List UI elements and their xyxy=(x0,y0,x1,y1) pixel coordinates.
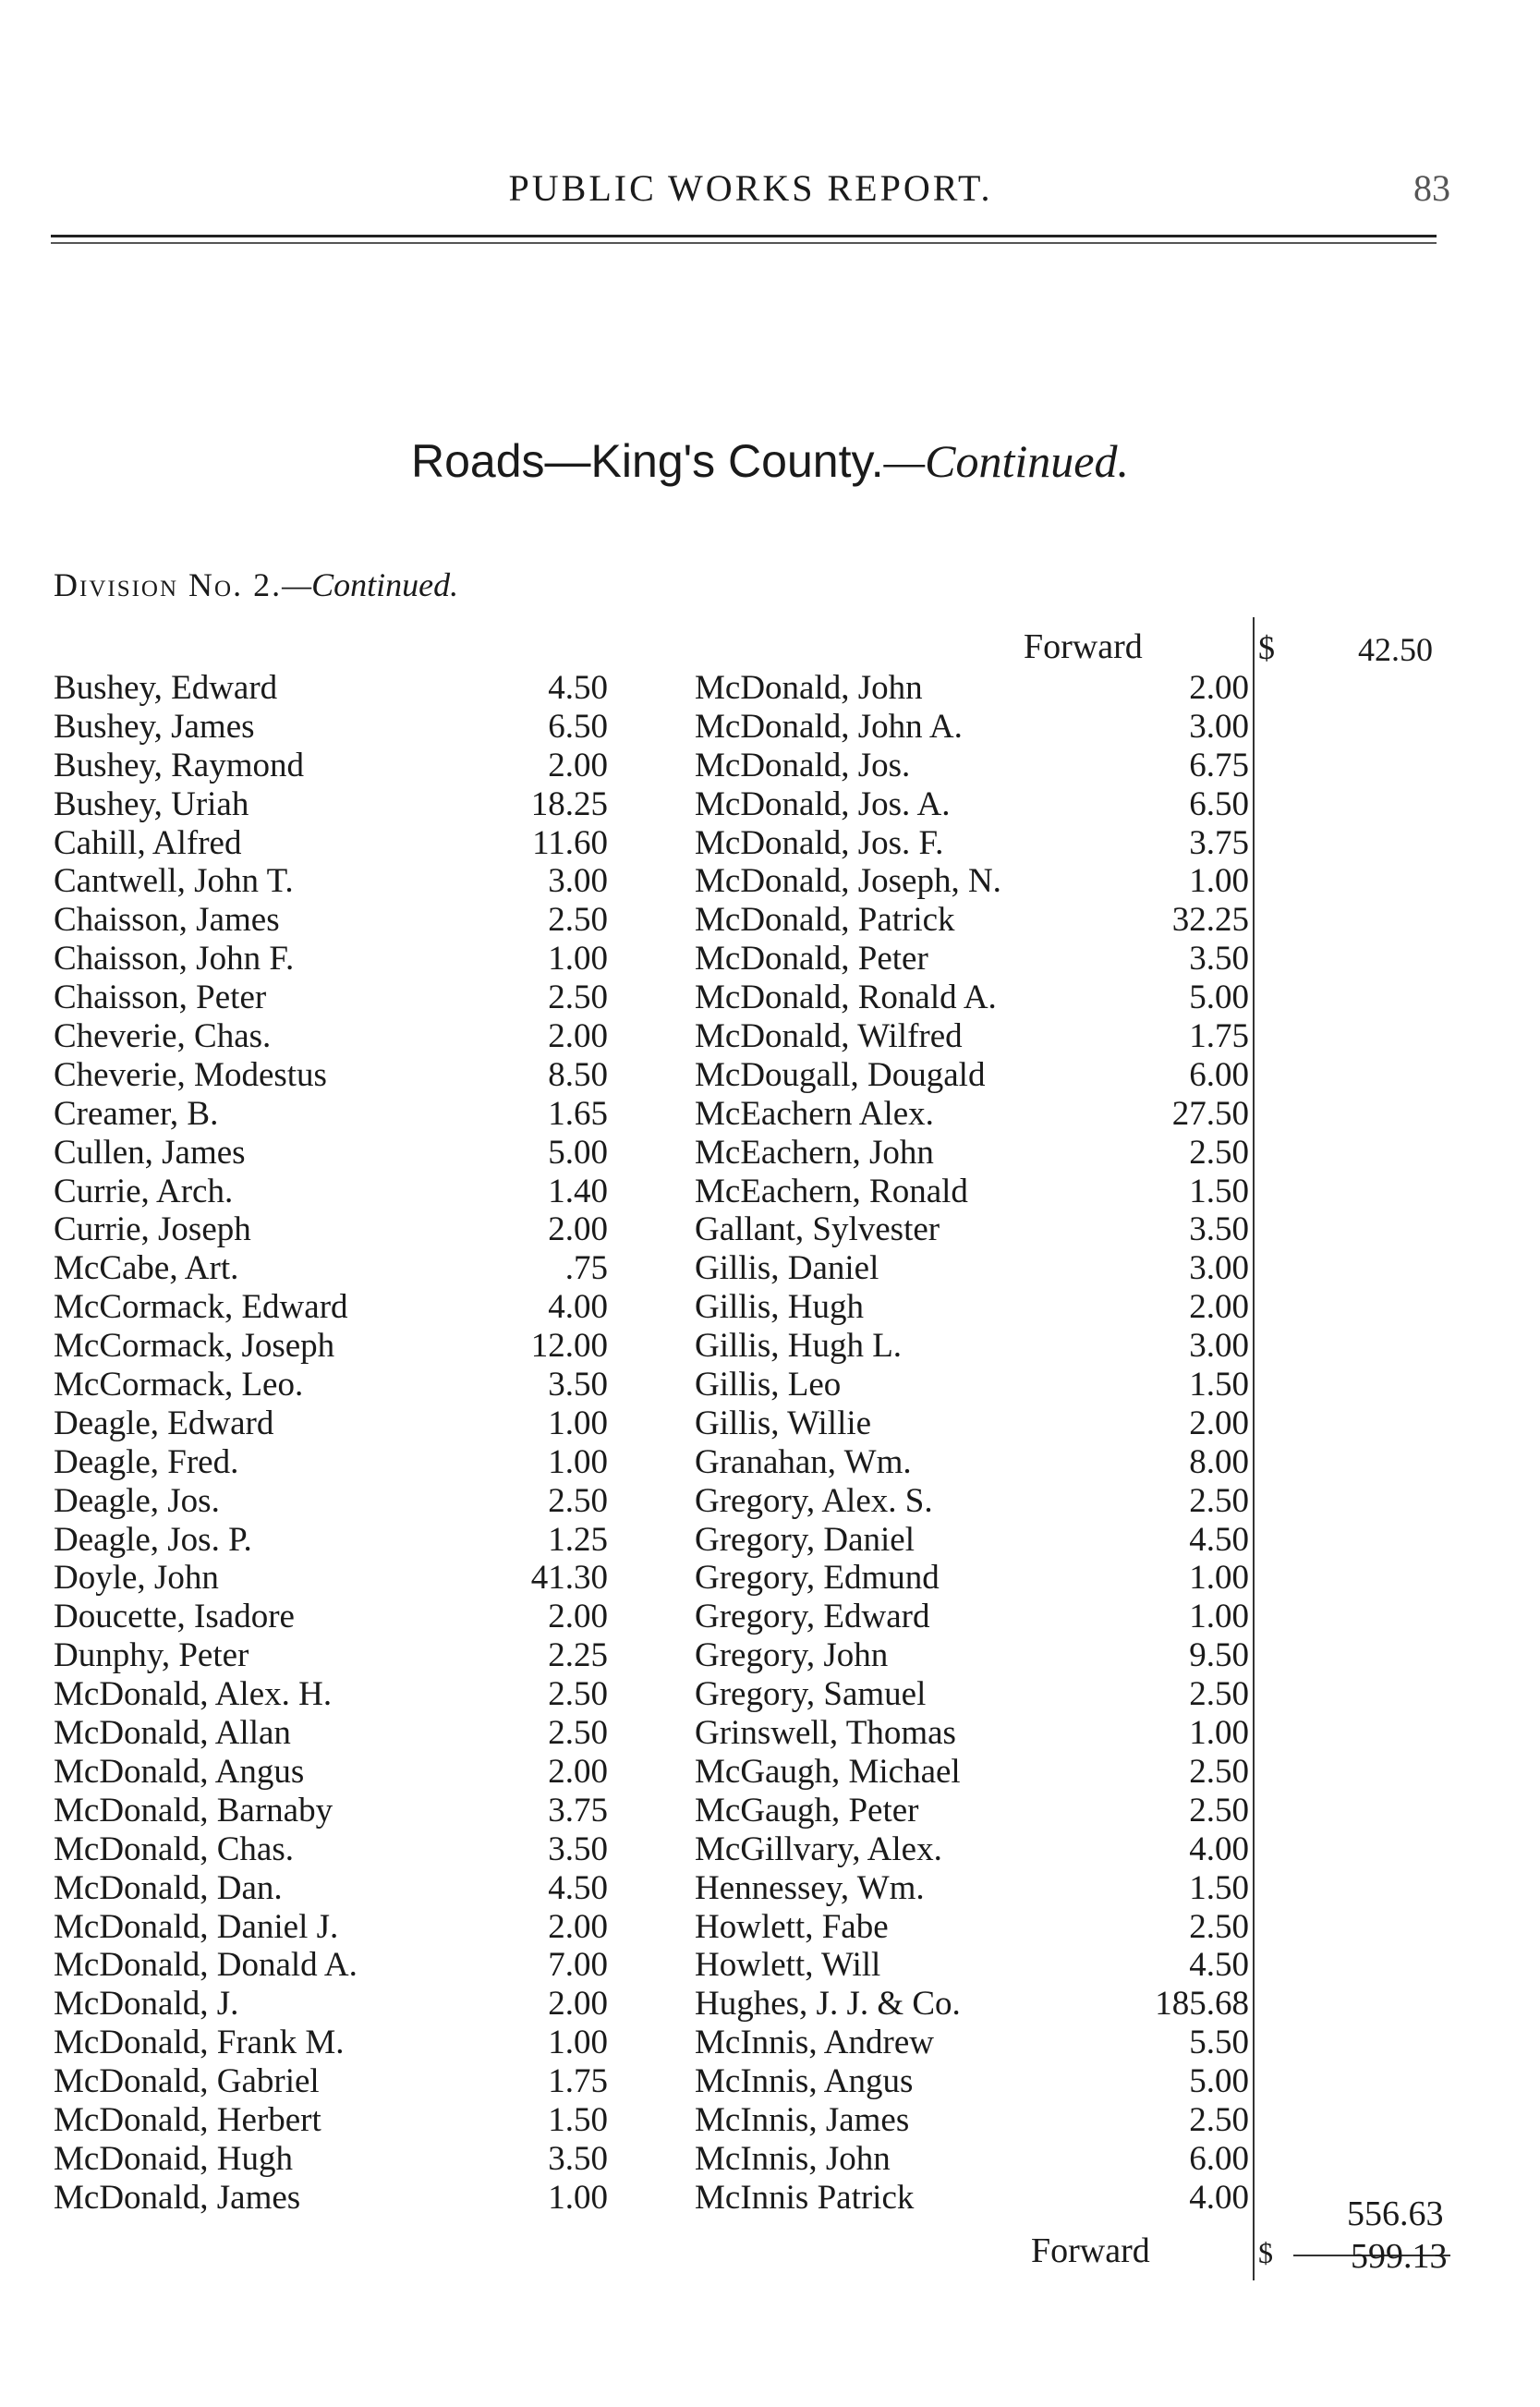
division-heading xyxy=(54,565,458,604)
ledger-row xyxy=(54,1714,608,1753)
payee-name: McDonald, Donald A. xyxy=(54,1946,358,1985)
payee-name: McDonald, Allan xyxy=(54,1714,291,1753)
ledger-row xyxy=(695,1675,1249,1714)
payment-amount: 1.50 xyxy=(1189,1366,1249,1404)
payee-name: Cantwell, John T. xyxy=(54,862,294,901)
payment-amount: 8.50 xyxy=(548,1055,608,1094)
left-column xyxy=(54,669,608,2218)
ledger-row xyxy=(54,1134,608,1173)
payee-name: Gillis, Daniel xyxy=(695,1249,879,1288)
payee-name: McDonald, Jos. F. xyxy=(695,823,944,862)
payee-name: McDonald, Ronald A. xyxy=(695,979,997,1017)
ledger-row xyxy=(54,1249,608,1288)
ledger-row xyxy=(695,1249,1249,1288)
payment-amount: 3.75 xyxy=(1189,823,1249,862)
payee-name: McInnis, John xyxy=(695,2139,891,2178)
payment-amount: 7.00 xyxy=(548,1946,608,1985)
payment-amount: 3.50 xyxy=(548,1366,608,1404)
payment-amount: 3.00 xyxy=(548,862,608,901)
payment-amount: 2.00 xyxy=(548,1752,608,1791)
payment-amount: 2.00 xyxy=(548,1598,608,1636)
payment-amount: 4.50 xyxy=(1189,1946,1249,1985)
ledger-row xyxy=(695,2140,1249,2179)
payment-amount: 2.50 xyxy=(548,901,608,940)
payment-amount: 3.50 xyxy=(548,2139,608,2178)
payment-amount: 1.00 xyxy=(548,2178,608,2217)
payment-amount: 1.00 xyxy=(1189,1559,1249,1598)
ledger-row xyxy=(54,1946,608,1985)
payment-amount: 1.00 xyxy=(1189,1714,1249,1753)
section-title-suffix: —Continued. xyxy=(883,435,1129,487)
payee-name: Gillis, Leo xyxy=(695,1366,842,1404)
payee-name: Gregory, Alex. S. xyxy=(695,1481,933,1520)
ledger-row xyxy=(54,669,608,708)
payee-name: Bushey, Uriah xyxy=(54,784,249,823)
payment-amount: 2.00 xyxy=(1189,669,1249,707)
ledger-row xyxy=(695,1095,1249,1134)
ledger-row xyxy=(54,1636,608,1675)
column-subtotal: 556.63 xyxy=(1347,2194,1444,2233)
ledger-row xyxy=(695,1017,1249,1056)
payee-name: McDonald, Herbert xyxy=(54,2100,321,2139)
payment-amount: 2.50 xyxy=(548,1714,608,1753)
payment-amount: 4.00 xyxy=(548,1288,608,1327)
payee-name: McDonald, Peter xyxy=(695,940,928,979)
ledger-row xyxy=(695,1753,1249,1792)
ledger-row xyxy=(54,1404,608,1443)
payment-amount: 2.50 xyxy=(1189,1481,1249,1520)
payment-amount: 4.50 xyxy=(548,1868,608,1907)
payment-amount: 6.00 xyxy=(1189,1055,1249,1094)
dollar-sign-top: $ xyxy=(1258,629,1275,666)
payment-amount: 41.30 xyxy=(530,1559,608,1598)
payee-name: Gregory, Samuel xyxy=(695,1675,927,1714)
payee-name: McDonald, Wilfred xyxy=(695,1017,963,1056)
section-title-main: Roads—King's County. xyxy=(411,435,884,487)
ledger-row xyxy=(695,1869,1249,1908)
payee-name: Gregory, Daniel xyxy=(695,1520,916,1559)
payment-amount: 2.00 xyxy=(548,1907,608,1946)
ledger-row xyxy=(695,1404,1249,1443)
payment-amount: 18.25 xyxy=(530,784,608,823)
payee-name: Grinswell, Thomas xyxy=(695,1714,956,1753)
payment-amount: 1.00 xyxy=(548,940,608,979)
payment-amount: 1.40 xyxy=(548,1172,608,1210)
payment-amount: 1.50 xyxy=(1189,1868,1249,1907)
ledger-row xyxy=(54,1869,608,1908)
payee-name: Cheverie, Modestus xyxy=(54,1055,327,1094)
running-title: PUBLIC WORKS REPORT. xyxy=(508,167,993,209)
payee-name: Bushey, Edward xyxy=(54,669,278,707)
payment-amount: 2.00 xyxy=(548,1985,608,2024)
ledger-row xyxy=(54,1908,608,1947)
ledger-row xyxy=(54,2179,608,2218)
payment-amount: 2.00 xyxy=(1189,1288,1249,1327)
payee-name: McDonaid, Hugh xyxy=(54,2139,293,2178)
payee-name: McDonald, Jos. A. xyxy=(695,784,951,823)
payment-amount: 2.25 xyxy=(548,1636,608,1675)
payment-amount: 4.50 xyxy=(548,669,608,707)
ledger-row xyxy=(54,1598,608,1636)
payment-amount: 4.00 xyxy=(1189,2178,1249,2217)
ledger-row xyxy=(695,1636,1249,1675)
payee-name: McInnis, James xyxy=(695,2100,910,2139)
ledger-row xyxy=(54,747,608,785)
payment-amount: 32.25 xyxy=(1171,901,1249,940)
payment-amount: 12.00 xyxy=(530,1327,608,1366)
payee-name: McCabe, Art. xyxy=(54,1249,239,1288)
payee-name: McInnis Patrick xyxy=(695,2178,915,2217)
payment-amount: 3.75 xyxy=(548,1791,608,1830)
payment-amount: .75 xyxy=(564,1249,608,1288)
ledger-row xyxy=(695,824,1249,863)
payment-amount: 27.50 xyxy=(1171,1094,1249,1133)
payment-amount: 1.65 xyxy=(548,1094,608,1133)
payment-amount: 185.68 xyxy=(1155,1985,1249,2024)
ledger-row xyxy=(54,862,608,901)
payee-name: McDonald, Barnaby xyxy=(54,1791,333,1830)
payment-amount: 2.00 xyxy=(548,1017,608,1056)
ledger-row xyxy=(695,708,1249,747)
payee-name: McDonald, Angus xyxy=(54,1752,305,1791)
ledger-row xyxy=(695,1173,1249,1211)
payee-name: McDougall, Dougald xyxy=(695,1055,986,1094)
payment-amount: 8.00 xyxy=(1189,1442,1249,1481)
ledger-row xyxy=(695,1366,1249,1404)
ledger-row xyxy=(695,1714,1249,1753)
ledger-row xyxy=(54,1056,608,1095)
payee-name: Chaisson, James xyxy=(54,901,280,940)
ledger-row xyxy=(695,901,1249,940)
payee-name: McCormack, Joseph xyxy=(54,1327,335,1366)
ledger-row xyxy=(54,1985,608,2024)
ledger-row xyxy=(54,2024,608,2062)
payment-amount: 2.50 xyxy=(548,1481,608,1520)
ledger-row xyxy=(695,1830,1249,1869)
ledger-row xyxy=(54,1830,608,1869)
payment-amount: 6.50 xyxy=(1189,784,1249,823)
ledger-row xyxy=(54,1443,608,1482)
payee-name: McDonald, John A. xyxy=(695,707,963,746)
payment-amount: 2.50 xyxy=(1189,1907,1249,1946)
payee-name: Chaisson, Peter xyxy=(54,979,267,1017)
payment-amount: 1.50 xyxy=(548,2100,608,2139)
ledger-row xyxy=(695,1946,1249,1985)
ledger-row xyxy=(695,747,1249,785)
division-suffix: —Continued. xyxy=(282,566,459,603)
ledger-row xyxy=(54,1095,608,1134)
ledger-row xyxy=(54,1173,608,1211)
ledger-row xyxy=(54,1327,608,1366)
ledger-row xyxy=(54,1017,608,1056)
payment-amount: 1.00 xyxy=(548,2024,608,2062)
forward-amount-top: 42.50 xyxy=(1358,631,1433,668)
payee-name: Doucette, Isadore xyxy=(54,1598,295,1636)
payment-amount: 5.00 xyxy=(548,1133,608,1172)
payee-name: Gillis, Willie xyxy=(695,1404,872,1442)
payment-amount: 3.00 xyxy=(1189,1249,1249,1288)
ledger-row xyxy=(695,1908,1249,1947)
payment-amount: 2.50 xyxy=(1189,1133,1249,1172)
ledger-row xyxy=(695,1443,1249,1482)
ledger-row xyxy=(695,669,1249,708)
payment-amount: 3.00 xyxy=(1189,707,1249,746)
payment-amount: 5.50 xyxy=(1189,2024,1249,2062)
payment-amount: 1.25 xyxy=(548,1520,608,1559)
payment-amount: 1.50 xyxy=(1189,1172,1249,1210)
payee-name: McEachern, Ronald xyxy=(695,1172,968,1210)
payment-amount: 3.50 xyxy=(548,1830,608,1868)
ledger-row xyxy=(695,1056,1249,1095)
ledger-row xyxy=(695,940,1249,979)
ledger-row xyxy=(54,1753,608,1792)
ledger-row xyxy=(54,1675,608,1714)
payment-amount: 2.50 xyxy=(548,1675,608,1714)
payee-name: Doyle, John xyxy=(54,1559,219,1598)
payment-amount: 4.00 xyxy=(1189,1830,1249,1868)
ledger-row xyxy=(54,1366,608,1404)
ledger-row xyxy=(54,785,608,824)
payment-amount: 4.50 xyxy=(1189,1520,1249,1559)
payment-amount: 5.00 xyxy=(1189,2062,1249,2101)
payee-name: Hughes, J. J. & Co. xyxy=(695,1985,961,2024)
ledger-row xyxy=(695,979,1249,1017)
ledger-row xyxy=(54,940,608,979)
payee-name: Gillis, Hugh L. xyxy=(695,1327,903,1366)
payee-name: Chaisson, John F. xyxy=(54,940,295,979)
payee-name: McInnis, Angus xyxy=(695,2062,914,2101)
ledger-row xyxy=(54,901,608,940)
payment-amount: 2.00 xyxy=(1189,1404,1249,1442)
page-number: 83 xyxy=(1413,167,1450,209)
header-rule xyxy=(51,235,1437,237)
payee-name: Deagle, Jos. P. xyxy=(54,1520,252,1559)
payee-name: Deagle, Fred. xyxy=(54,1442,239,1481)
page-header xyxy=(51,166,1450,213)
payee-name: Bushey, James xyxy=(54,707,255,746)
payee-name: Creamer, B. xyxy=(54,1094,219,1133)
payee-name: Gregory, Edmund xyxy=(695,1559,940,1598)
payee-name: McDonald, Alex. H. xyxy=(54,1675,333,1714)
payee-name: McGaugh, Peter xyxy=(695,1791,919,1830)
payment-amount: 6.00 xyxy=(1189,2139,1249,2178)
payee-name: Dunphy, Peter xyxy=(54,1636,249,1675)
payee-name: McEachern, John xyxy=(695,1133,934,1172)
payee-name: Currie, Arch. xyxy=(54,1172,234,1210)
payee-name: McDonald, James xyxy=(54,2178,301,2217)
dollar-sign-bottom: $ xyxy=(1258,2236,1273,2269)
payee-name: McDonald, Frank M. xyxy=(54,2024,345,2062)
ledger-row xyxy=(695,2179,1249,2218)
ledger-row xyxy=(54,824,608,863)
ledger-row xyxy=(695,2024,1249,2062)
payment-amount: 1.75 xyxy=(1189,1017,1249,1056)
header-rule-thin xyxy=(51,242,1437,244)
payee-name: McCormack, Edward xyxy=(54,1288,348,1327)
ledger-row xyxy=(695,1521,1249,1560)
ledger-row xyxy=(695,862,1249,901)
division-label: Division No. 2. xyxy=(54,566,283,603)
payment-amount: 2.50 xyxy=(1189,1752,1249,1791)
payment-amount: 9.50 xyxy=(1189,1636,1249,1675)
ledger-row xyxy=(54,1792,608,1830)
payee-name: Cheverie, Chas. xyxy=(54,1017,272,1056)
payee-name: Gregory, John xyxy=(695,1636,889,1675)
ledger-row xyxy=(54,1521,608,1560)
forward-label-top: Forward xyxy=(1024,627,1143,666)
payment-amount: 6.50 xyxy=(548,707,608,746)
payee-name: McDonald, Patrick xyxy=(695,901,955,940)
ledger-row xyxy=(54,2101,608,2140)
payee-name: McCormack, Leo. xyxy=(54,1366,304,1404)
payment-amount: 2.50 xyxy=(548,979,608,1017)
ledger-row xyxy=(695,2062,1249,2101)
payment-amount: 3.50 xyxy=(1189,940,1249,979)
payee-name: Gillis, Hugh xyxy=(695,1288,864,1327)
section-title xyxy=(0,434,1540,488)
payee-name: McDonald, Joseph, N. xyxy=(695,862,1001,901)
ledger-row xyxy=(54,2140,608,2179)
payee-name: Howlett, Fabe xyxy=(695,1907,889,1946)
payment-amount: 1.00 xyxy=(1189,862,1249,901)
ledger-row xyxy=(695,1210,1249,1249)
ledger-row xyxy=(695,1985,1249,2024)
ledger-row xyxy=(54,708,608,747)
ledger-row xyxy=(54,1288,608,1327)
ledger-row xyxy=(695,785,1249,824)
payee-name: McDonald, J. xyxy=(54,1985,239,2024)
ledger-row xyxy=(695,1559,1249,1598)
payee-name: Deagle, Jos. xyxy=(54,1481,220,1520)
payment-amount: 2.50 xyxy=(1189,1791,1249,1830)
ledger-row xyxy=(695,2101,1249,2140)
payment-amount: 1.00 xyxy=(548,1442,608,1481)
payee-name: Granahan, Wm. xyxy=(695,1442,912,1481)
payee-name: McGillvary, Alex. xyxy=(695,1830,942,1868)
ledger-row xyxy=(695,1327,1249,1366)
payment-amount: 2.50 xyxy=(1189,2100,1249,2139)
payment-amount: 6.75 xyxy=(1189,746,1249,784)
payment-amount: 2.50 xyxy=(1189,1675,1249,1714)
ledger-row xyxy=(695,1482,1249,1521)
payee-name: McDonald, Gabriel xyxy=(54,2062,320,2101)
right-column xyxy=(695,669,1249,2218)
payee-name: McDonald, Chas. xyxy=(54,1830,294,1868)
forward-label-bottom: Forward xyxy=(1031,2231,1150,2270)
payment-amount: 11.60 xyxy=(532,823,608,862)
payment-amount: 2.00 xyxy=(548,746,608,784)
ledger-row xyxy=(54,1559,608,1598)
payee-name: McDonald, Daniel J. xyxy=(54,1907,339,1946)
ledger-row xyxy=(695,1288,1249,1327)
ledger-row xyxy=(54,1210,608,1249)
total-column-rule xyxy=(1253,617,1255,2280)
ledger-row xyxy=(695,1598,1249,1636)
payee-name: Deagle, Edward xyxy=(54,1404,274,1442)
payee-name: McDonald, Jos. xyxy=(695,746,911,784)
payee-name: McDonald, Dan. xyxy=(54,1868,283,1907)
payee-name: Gregory, Edward xyxy=(695,1598,930,1636)
payment-amount: 1.00 xyxy=(1189,1598,1249,1636)
ledger-row xyxy=(54,979,608,1017)
payee-name: Cahill, Alfred xyxy=(54,823,242,862)
payee-name: Gallant, Sylvester xyxy=(695,1210,940,1249)
payee-name: McEachern Alex. xyxy=(695,1094,934,1133)
payee-name: McDonald, John xyxy=(695,669,923,707)
payment-amount: 1.75 xyxy=(548,2062,608,2101)
ledger-row xyxy=(54,1482,608,1521)
payee-name: McInnis, Andrew xyxy=(695,2024,934,2062)
payment-amount: 2.00 xyxy=(548,1210,608,1249)
ledger-row xyxy=(54,2062,608,2101)
ledger-row xyxy=(695,1134,1249,1173)
payee-name: McGaugh, Michael xyxy=(695,1752,961,1791)
payee-name: Cullen, James xyxy=(54,1133,246,1172)
payee-name: Bushey, Raymond xyxy=(54,746,304,784)
payee-name: Howlett, Will xyxy=(695,1946,881,1985)
ledger-row xyxy=(695,1792,1249,1830)
payment-amount: 5.00 xyxy=(1189,979,1249,1017)
forward-amount-bottom: 599.13 xyxy=(1351,2237,1448,2276)
payment-amount: 1.00 xyxy=(548,1404,608,1442)
payee-name: Currie, Joseph xyxy=(54,1210,251,1249)
payment-amount: 3.00 xyxy=(1189,1327,1249,1366)
payment-amount: 3.50 xyxy=(1189,1210,1249,1249)
payee-name: Hennessey, Wm. xyxy=(695,1868,925,1907)
